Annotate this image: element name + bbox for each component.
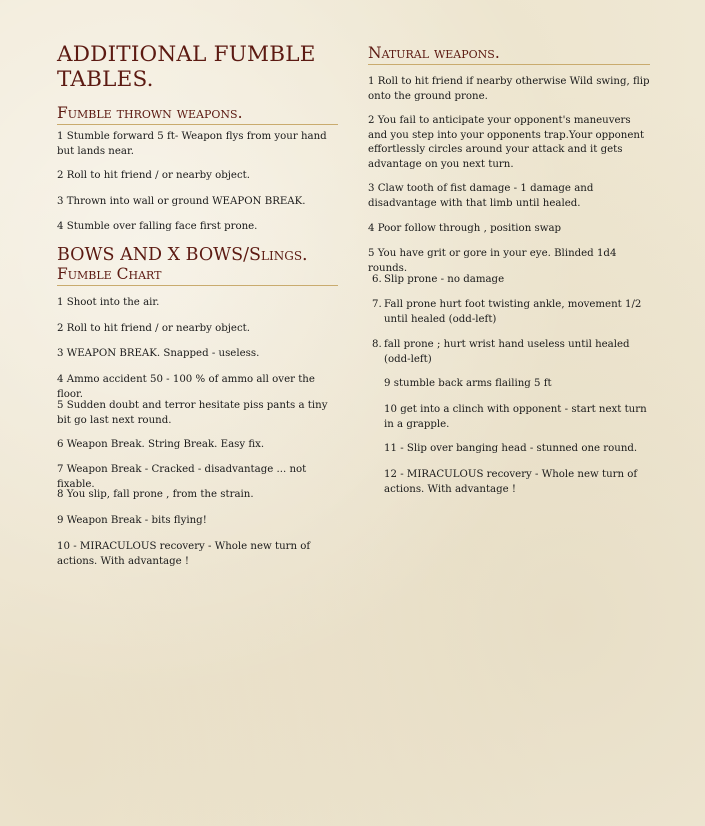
- natural-item-12: 12 - MIRACULOUS recovery - Whole new turn of actions. With advantage !: [384, 469, 638, 495]
- bows-item-8: 8 You slip, fall prone , from the strain.: [57, 489, 254, 500]
- natural-item-5: 5 You have grit or gore in your eye. Blinded 1d4 rounds.: [368, 248, 617, 274]
- natural-item-7: [368, 298, 650, 327]
- natural-item-10: 10 get into a clinch with opponent - start next turn in a grapple.: [384, 404, 647, 430]
- natural-item-8: [368, 338, 650, 367]
- natural-item-2: 2 You fail to anticipate your opponent's maneuvers and you step into your opponents trap.Your opponent effortlessly circles around your attack and it gets advantage on you next turn.: [368, 115, 645, 170]
- thrown-item-3: 3 Thrown into wall or ground WEAPON BREAK.: [57, 196, 306, 207]
- bows-item-6: 6 Weapon Break. String Break. Easy fix.: [57, 439, 265, 450]
- bows-heading-part-b: Slings.: [249, 245, 308, 265]
- bows-heading-part-a: BOWS AND X BOWS/: [57, 245, 250, 265]
- bows-item-5: 5 Sudden doubt and terror hesitate piss pants a tiny bit go last next round.: [57, 400, 328, 426]
- natural-item-4: 4 Poor follow through , position swap: [368, 223, 562, 234]
- thrown-item-1: 1 Stumble forward 5 ft- Weapon flys from your hand but lands near.: [57, 131, 327, 157]
- list-text: Fall prone hurt foot twisting ankle, movement 1/2 until healed (odd-left): [384, 299, 642, 325]
- list-number: 6.: [372, 274, 382, 285]
- bows-item-1: 1 Shoot into the air.: [57, 297, 160, 308]
- natural-item-9: 9 stumble back arms flailing 5 ft: [384, 378, 552, 389]
- list-number: 7.: [372, 299, 382, 310]
- bows-heading: [57, 246, 338, 286]
- natural-item-1: 1 Roll to hit friend if nearby otherwise Wild swing, flip onto the ground prone.: [368, 76, 650, 102]
- list-text: fall prone ; hurt wrist hand useless until healed (odd-left): [384, 339, 630, 365]
- natural-item-6: [368, 273, 650, 288]
- bows-item-3: 3 WEAPON BREAK. Snapped - useless.: [57, 348, 260, 359]
- thrown-item-2: 2 Roll to hit friend / or nearby object.: [57, 170, 250, 181]
- thrown-weapons-heading: Fumble thrown weapons.: [57, 104, 338, 125]
- natural-weapons-heading: Natural weapons.: [368, 44, 650, 65]
- bows-item-10: 10 - MIRACULOUS recovery - Whole new turn of actions. With advantage !: [57, 541, 311, 567]
- bows-item-7: 7 Weapon Break - Cracked - disadvantage ... not fixable.: [57, 464, 307, 490]
- list-text: Slip prone - no damage: [384, 274, 505, 285]
- bows-item-9: 9 Weapon Break - bits flying!: [57, 515, 207, 526]
- bows-heading-line2: Fumble Chart: [57, 265, 162, 283]
- bows-item-2: 2 Roll to hit friend / or nearby object.: [57, 323, 250, 334]
- page-title: ADDITIONAL FUMBLE TABLES.: [57, 42, 316, 92]
- thrown-item-4: 4 Stumble over falling face first prone.: [57, 221, 258, 232]
- list-number: 8.: [372, 339, 382, 350]
- bows-item-4: 4 Ammo accident 50 - 100 % of ammo all over the floor.: [57, 374, 315, 400]
- natural-item-3: 3 Claw tooth of fist damage - 1 damage and disadvantage with that limb until healed.: [368, 183, 594, 209]
- natural-item-11: 11 - Slip over banging head - stunned one round.: [384, 443, 638, 454]
